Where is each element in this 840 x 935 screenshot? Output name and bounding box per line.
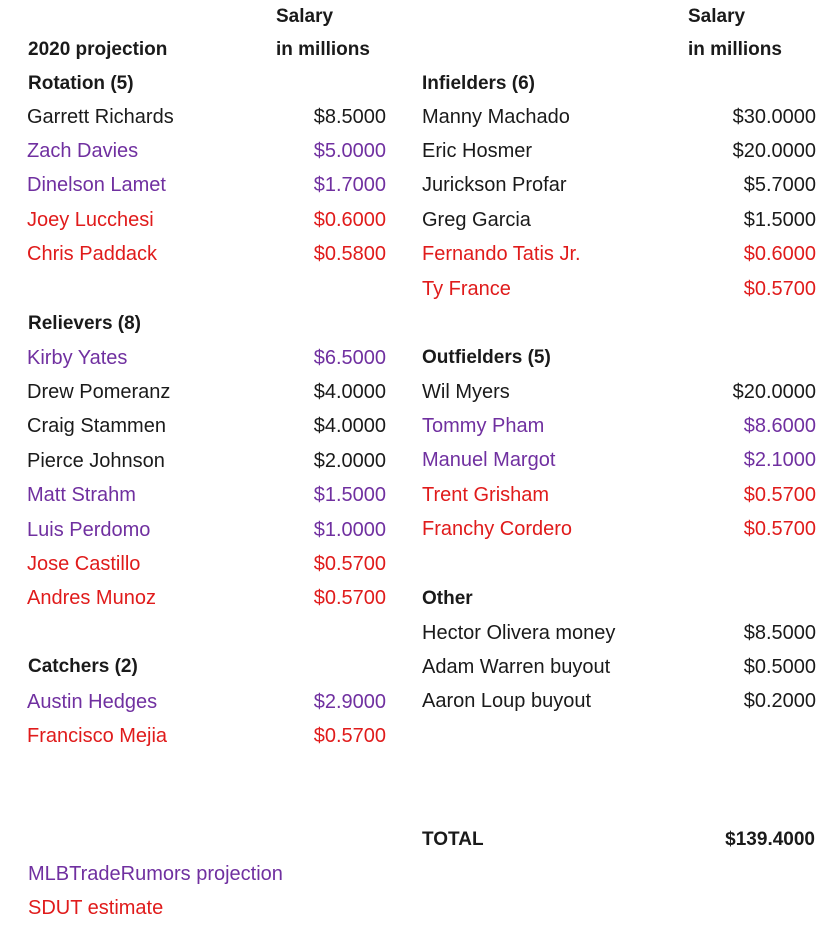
player-salary: $0.6000 [743,243,816,266]
player-name: Hector Olivera money [422,621,616,644]
player-salary: $1.0000 [313,518,386,541]
player-salary: $4.0000 [313,380,386,403]
player-salary: $0.5700 [743,518,816,541]
player-name: Garrett Richards [27,105,174,128]
player-salary: $8.5000 [743,621,816,644]
player-name: Pierce Johnson [27,449,165,472]
player-name: Trent Grisham [422,483,550,506]
player-name: Manny Machado [422,105,570,128]
player-salary: $5.7000 [743,174,816,197]
player-salary: $0.5700 [743,483,816,506]
player-salary: $30.0000 [732,105,816,128]
salary-header-right-line1: Salary [688,6,746,27]
player-name: Luis Perdomo [27,518,151,541]
player-salary: $0.5700 [313,552,386,575]
player-salary: $20.0000 [732,380,816,403]
player-name: Matt Strahm [27,484,136,507]
outfielders-heading: Outfielders (5) [422,347,551,368]
legend-mlbtr [28,857,283,891]
player-salary: $1.5000 [743,208,816,231]
player-name: Andres Munoz [27,587,156,610]
player-name: Chris Paddack [27,243,158,266]
salary-header-right-line2: in millions [688,39,782,60]
page-title: 2020 projection [28,39,168,60]
player-salary: $1.7000 [313,174,386,197]
player-salary: $5.0000 [313,139,386,162]
player-name: Manuel Margot [422,449,556,472]
player-name: Dinelson Lamet [27,174,166,197]
player-name: Adam Warren buyout [422,655,611,678]
player-name: Zach Davies [27,139,139,162]
player-name: Austin Hedges [27,690,158,713]
player-name: Joey Lucchesi [27,208,154,231]
rotation-heading: Rotation (5) [28,73,134,94]
player-salary: $0.5000 [743,655,816,678]
legend-mlbtr-label: MLBTradeRumors projection [28,862,283,885]
player-salary: $6.5000 [313,346,386,369]
player-name: Aaron Loup buyout [422,690,592,713]
player-name: Greg Garcia [422,208,531,231]
player-name: Craig Stammen [27,415,166,438]
infielders-heading: Infielders (6) [422,73,535,94]
player-salary: $0.5700 [313,587,386,610]
player-name: Jurickson Profar [422,174,567,197]
player-name: Fernando Tatis Jr. [422,243,581,266]
player-salary: $4.0000 [313,415,386,438]
total-value: $139.4000 [725,829,815,850]
player-salary: $2.9000 [313,690,386,713]
player-name: Eric Hosmer [422,139,533,162]
player-salary: $0.6000 [313,208,386,231]
player-name: Drew Pomeranz [27,380,171,403]
other-heading: Other [422,588,473,609]
player-salary: $0.5700 [743,277,816,300]
player-salary: $2.0000 [313,449,386,472]
player-name: Tommy Pham [422,414,545,437]
relievers-heading: Relievers (8) [28,313,142,334]
legend-sdut-label: SDUT estimate [28,896,164,919]
player-salary: $20.0000 [732,139,816,162]
player-name: Wil Myers [422,380,510,403]
player-salary: $1.5000 [313,484,386,507]
player-name: Francisco Mejia [27,724,168,747]
player-salary: $8.6000 [743,414,816,437]
player-salary: $2.1000 [743,449,816,472]
salary-header-left-line1: Salary [276,6,334,27]
player-name: Ty France [422,277,511,300]
player-salary: $0.5700 [313,724,386,747]
legend-sdut [28,891,163,925]
player-name: Franchy Cordero [422,518,573,541]
player-salary: $0.2000 [743,690,816,713]
player-salary: $8.5000 [313,105,386,128]
catchers-heading: Catchers (2) [28,656,138,677]
salary-header-left-line2: in millions [276,39,370,60]
player-name: Jose Castillo [27,552,141,575]
total-label: TOTAL [422,829,484,850]
player-salary: $0.5800 [313,243,386,266]
player-name: Kirby Yates [27,346,128,369]
